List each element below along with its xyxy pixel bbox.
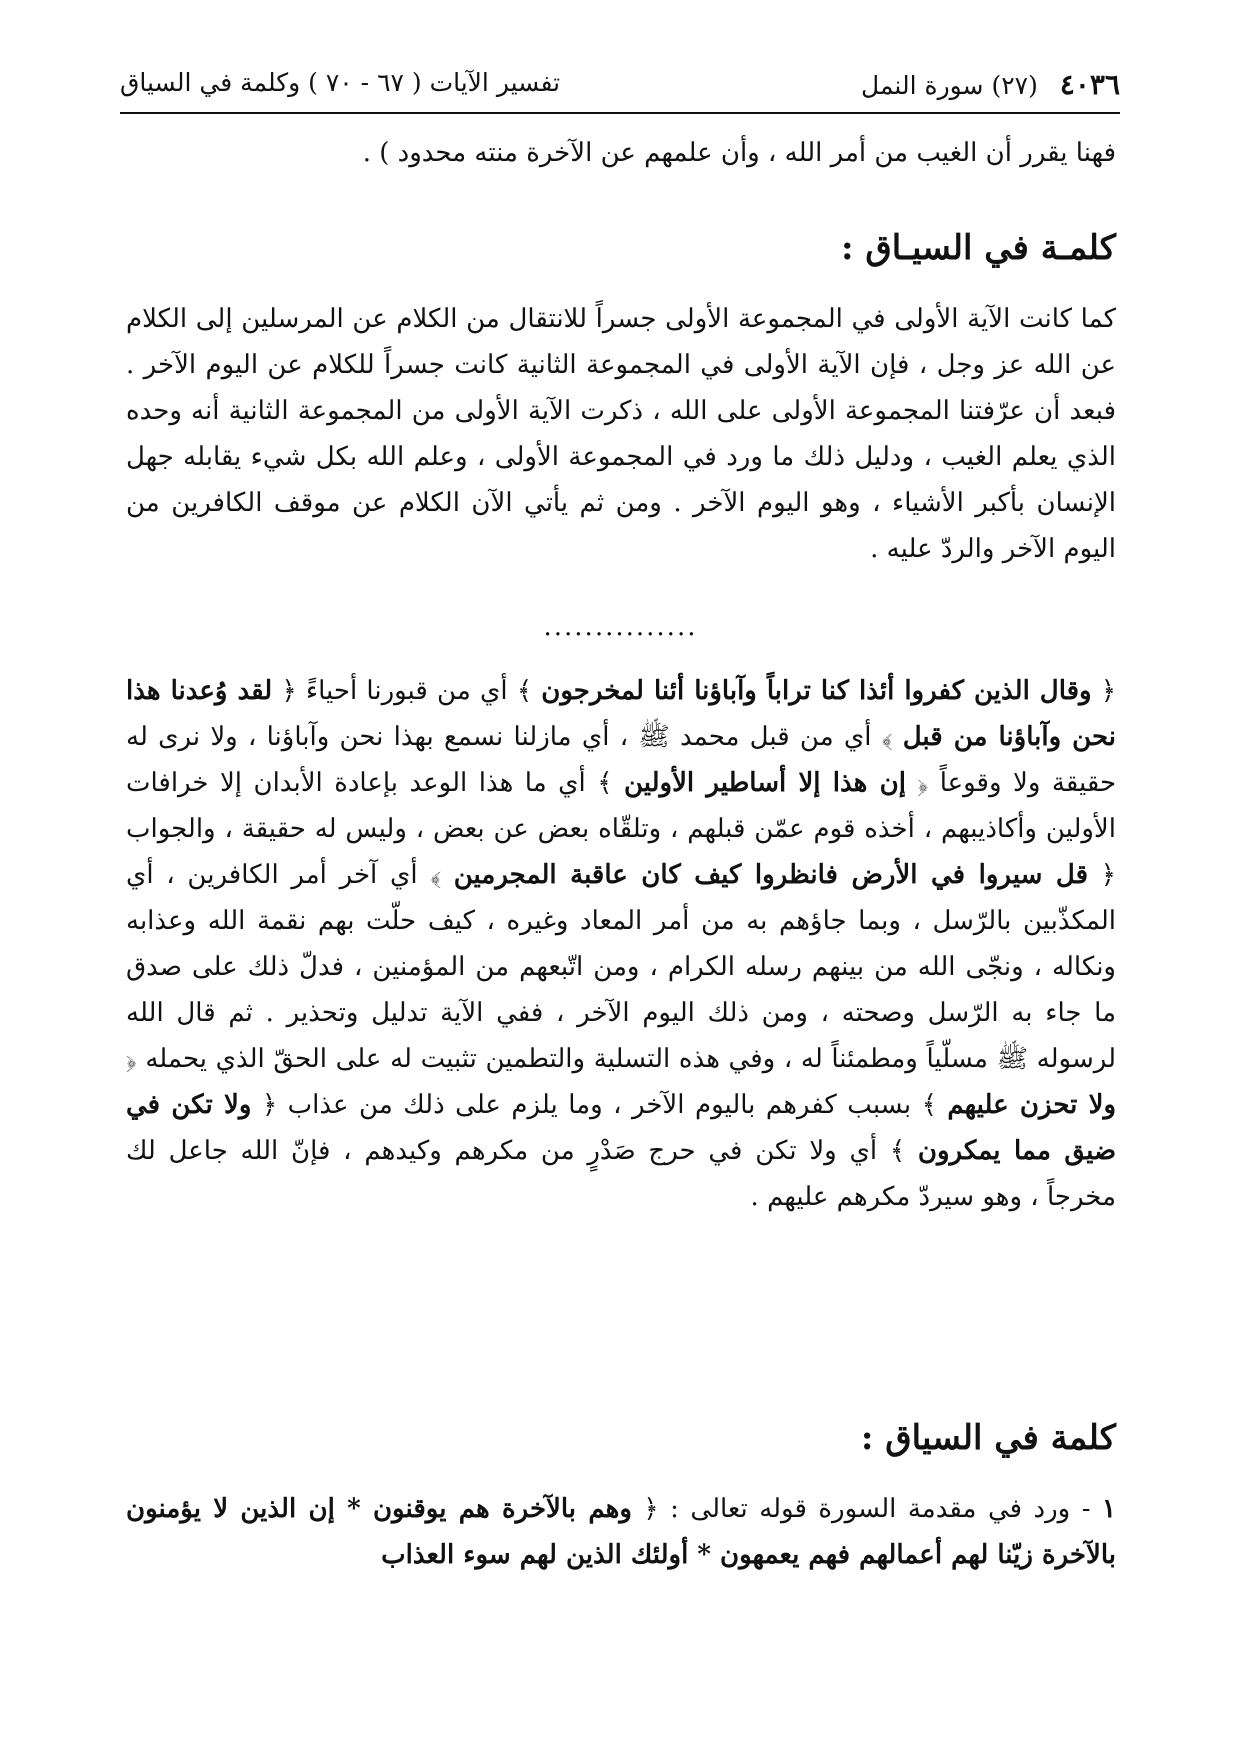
verse-text: وقال الذين كفروا أئذا كنا تراباً وآباؤنا أئنا لمخرجون (541, 676, 1092, 706)
verse-bracket-open: ﴿ (126, 1044, 137, 1074)
commentary-text: أي ولا تكن في حرج صَدْرٍ من مكرهم وكيدهم ، فإنّ الله جاعل لك مخرجاً ، وهو سيردّ مكرهم عليهم . (126, 1136, 1116, 1212)
commentary-text: أي آخر أمر الكافرين ، أي المكذّبين بالرّسل ، وبما جاؤهم به من أمر المعاد وغيره ، كيف حلّت بهم نقمة الله وعذابه ونكاله ، ونجّى الله من بينهم رسله الكرام ، ومن اتّبعهم من المؤمنين ، فدلّ ذلك على صدق ما جاء به الرّسل وصحته ، ومن ذلك اليوم الآخر ، ففي الآية تدليل وتحذير . ثم قال الله لرسوله ﷺ مسلّياً ومطمئناً له ، وفي هذه التسلية والتطمين تثبيت له على الحقّ الذي يحمله (126, 860, 1117, 1074)
verse-bracket-open: ﴿ (1100, 860, 1116, 890)
commentary-text: أي من قبورنا أحياءً (305, 676, 508, 706)
context-paragraph: كما كانت الآية الأولى في المجموعة الأولى جسراً للانتقال من الكلام عن المرسلين إلى الكلام عن الله عز وجل ، فإن الآية الأولى في المجموعة الثانية كانت جسراً للكلام عن اليوم الآخر . فبعد أن عرّفتنا المجموعة الأولى على الله ، ذكرت الآية الأولى من المجموعة الثانية أنه وحده الذي يعلم الغيب ، ودليل ذلك ما ورد في المجموعة الأولى ، وعلم الله بكل شيء يقابله جهل الإنسان بأكبر الأشياء ، وهو اليوم الآخر . ومن ثم يأتي الآن الكلام عن موقف الكافرين من اليوم الآخر والردّ عليه . (126, 304, 1116, 564)
verse-bracket-close: ﴾ (597, 768, 613, 798)
section-title: تفسير الآيات ( ٦٧ - ٧٠ ) وكلمة في السياق (120, 68, 561, 97)
point-intro: - ورد في مقدمة السورة قوله تعالى : (670, 1494, 1091, 1524)
verse-bracket-open: ﴿ (643, 1494, 659, 1524)
verse-text: لقد وُعدنا هذا نحن وآباؤنا من قبل (126, 676, 1116, 752)
commentary-text: أي ما هذا الوعد بإعادة الأبدان إلا خرافات الأولين وأكاذيبهم ، أخذه قوم عمّن قبلهم ، وتلقّاه بعض عن بعض ، وليس له حقيقة ، والجواب (126, 768, 1116, 844)
header-right (861, 68, 1120, 101)
point-paragraph (126, 1486, 1116, 1578)
verse-bracket-open: ﴿ (1100, 676, 1117, 706)
verse-bracket-close: ﴾ (516, 676, 533, 706)
surah-title: (٢٧) سورة النمل (861, 71, 1038, 100)
verse-bracket-open: ﴿ (917, 768, 929, 798)
verse-text: إن هذا إلا أساطير الأولين (623, 768, 906, 798)
verse-text: ولا تكن في ضيق مما يمكرون (126, 1090, 1117, 1166)
point-number: ١ (1102, 1494, 1116, 1524)
section-heading-context: كلمـة في السيـاق : (840, 228, 1116, 268)
verse-text: وهم بالآخرة هم يوقنون * إن الذين لا يؤمنون بالآخرة زيّنا لهم أعمالهم فهم يعمهون * أولئك الذين لهم سوء العذاب (126, 1494, 1116, 1570)
verse-bracket-open: ﴿ (261, 1090, 278, 1120)
page-number: ٤٠٣٦ (1059, 68, 1120, 101)
verse-bracket-close: ﴾ (881, 722, 893, 752)
verse-bracket-open: ﴿ (281, 676, 297, 706)
verse-bracket-close: ﴾ (921, 1090, 937, 1120)
section-heading-context-2: كلمة في السياق : (860, 1418, 1116, 1458)
intro-text: فهنا يقرر أن الغيب من أمر الله ، وأن علمهم عن الآخرة منته محدود ) . (362, 138, 1116, 168)
verse-bracket-close: ﴾ (889, 1136, 906, 1166)
verse-text: ولا تحزن عليهم (947, 1090, 1117, 1120)
tafsir-paragraph (126, 668, 1116, 1220)
commentary-text: أي من قبل محمد ﷺ ، أي مازلنا نسمع بهذا نحن وآباؤنا ، ولا نرى له حقيقة ولا وقوعاً (126, 722, 1117, 798)
commentary-text: بسبب كفرهم باليوم الآخر ، وما يلزم على ذلك من عذاب (287, 1090, 912, 1120)
header-divider (120, 112, 1120, 114)
verse-bracket-close: ﴾ (430, 860, 442, 890)
page-header (120, 64, 1120, 110)
section-separator: ............... (543, 612, 698, 642)
verse-text: قل سيروا في الأرض فانظروا كيف كان عاقبة المجرمين (453, 860, 1089, 890)
